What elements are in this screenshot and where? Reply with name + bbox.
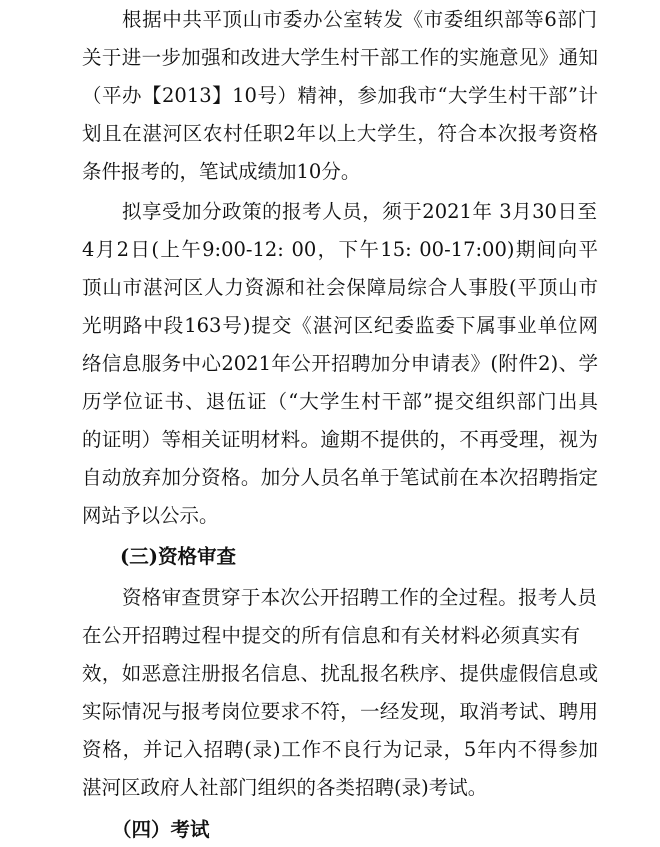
paragraph-2-line-5: 络信息服务中心2021年公开招聘加分申请表》(附件2)、学	[82, 352, 598, 375]
paragraph-1-line-3: （平办【2013】10号）精神，参加我市“大学生村干部”计	[82, 84, 598, 107]
paragraph-2-line-6: 历学位证书、退伍证（“大学生村干部”提交组织部门出具	[82, 390, 598, 413]
paragraph-2-line-3: 顶山市湛河区人力资源和社会保障局综合人事股(平顶山市	[82, 276, 598, 299]
section-heading-4: （四）考试	[112, 818, 210, 841]
paragraph-3-line-3: 效，如恶意注册报名信息、扰乱报名秩序、提供虚假信息或	[82, 662, 598, 685]
paragraph-1-line-1: 根据中共平顶山市委办公室转发《市委组织部等6部门	[122, 8, 597, 31]
paragraph-1-line-2: 关于进一步加强和改进大学生村干部工作的实施意见》通知	[82, 46, 598, 69]
paragraph-2-line-8: 自动放弃加分资格。加分人员名单于笔试前在本次招聘指定	[82, 466, 598, 489]
paragraph-1-line-4: 划且在湛河区农村任职2年以上大学生，符合本次报考资格	[82, 122, 598, 145]
paragraph-3-line-2: 在公开招聘过程中提交的所有信息和有关材料必须真实有	[82, 624, 580, 647]
paragraph-2-line-2: 4月2日(上午9:00-12: 00，下午15: 00-17:00)期间向平	[82, 238, 598, 261]
section-heading-3: (三)资格审查	[120, 545, 236, 568]
paragraph-3-line-5: 资格，并记入招聘(录)工作不良行为记录，5年内不得参加	[82, 738, 598, 761]
paragraph-3-line-1: 资格审查贯穿于本次公开招聘工作的全过程。报考人员	[122, 586, 597, 609]
paragraph-2-line-1: 拟享受加分政策的报考人员，须于2021年 3月30日至	[122, 200, 597, 223]
paragraph-2-line-4: 光明路中段163号)提交《湛河区纪委监委下属事业单位网	[82, 314, 598, 337]
paragraph-1-line-5: 条件报考的，笔试成绩加10分。	[82, 160, 361, 183]
paragraph-3-line-6: 湛河区政府人社部门组织的各类招聘(录)考试。	[82, 776, 488, 799]
paragraph-3-line-4: 实际情况与报考岗位要求不符，一经发现，取消考试、聘用	[82, 700, 598, 723]
paragraph-2-line-9: 网站予以公示。	[82, 504, 219, 527]
paragraph-2-line-7: 的证明）等相关证明材料。逾期不提供的，不再受理，视为	[82, 428, 598, 451]
